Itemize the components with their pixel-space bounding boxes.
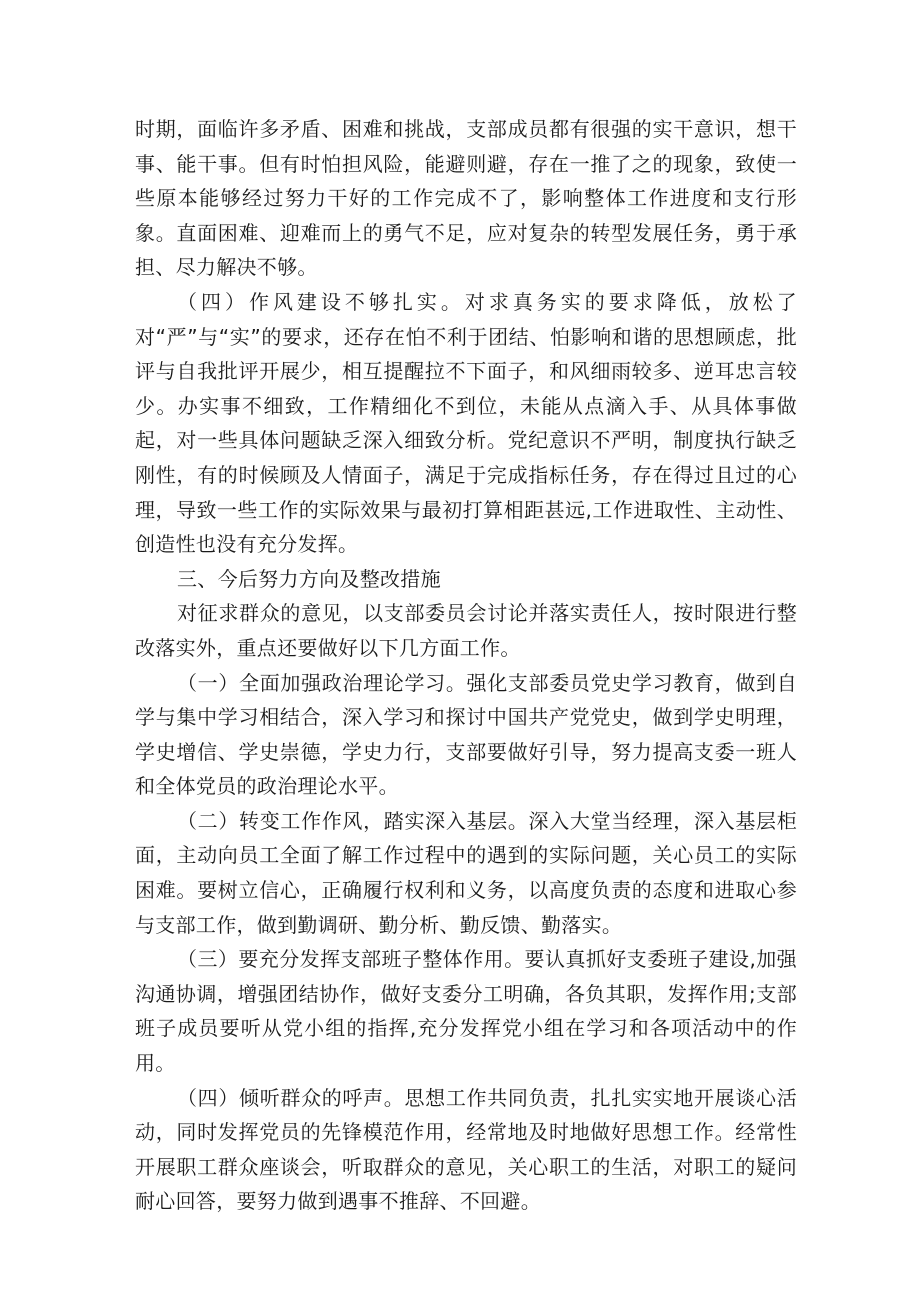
section-heading-rectification: 三、今后努力方向及整改措施 — [177, 566, 441, 591]
paragraph-measure-2: （二）转变工作作风，踏实深入基层。深入大堂当经理，深入基层柜面，主动向员工全面了解工作过程中的遇到的实际问题，关心员工的实际困难。要树立信心，正确履行权利和义务，以高度负责的态度和进取心参与支部工作，做到勤调研、勤分析、勤反馈、勤落实。 — [135, 808, 797, 937]
paragraph-measure-1: （一）全面加强政治理论学习。强化支部委员党史学习教育，做到自学与集中学习相结合，深入学习和探讨中国共产党党史，做到学史明理，学史增信、学史崇德，学史力行，支部要做好引导，努力提高支委一班人和全体党员的政治理论水平。 — [135, 670, 797, 799]
paragraph-work-style: （四）作风建设不够扎实。对求真务实的要求降低，放松了对“严”与“实”的要求，还存在怕不利于团结、怕影响和谐的思想顾虑，批评与自我批评开展少，相互提醒拉不下面子，和风细雨较多、逆耳忠言较少。办实事不细致，工作精细化不到位，未能从点滴入手、从具体事做起，对一些具体问题缺乏深入细致分析。党纪意识不严明，制度执行缺乏刚性，有的时候顾及人情面子，满足于完成指标任务，存在得过且过的心理，导致一些工作的实际效果与最初打算相距甚远,工作进取性、主动性、创造性也没有充分发挥。 — [135, 289, 797, 557]
paragraph-intro: 对征求群众的意见，以支部委员会讨论并落实责任人，按时限进行整改落实外，重点还要做好以下几方面工作。 — [135, 601, 797, 660]
paragraph-measure-4: （四）倾听群众的呼声。思想工作共同负责，扎扎实实地开展谈心活动，同时发挥党员的先锋模范作用，经常地及时地做好思想工作。经常性开展职工群众座谈会，听取群众的意见，关心职工的生活，对职工的疑问耐心回答，要努力做到遇事不推辞、不回避。 — [135, 1085, 797, 1214]
document-body — [135, 112, 797, 1219]
paragraph-continuation: 时期，面临许多矛盾、困难和挑战，支部成员都有很强的实干意识，想干事、能干事。但有时怕担风险，能避则避，存在一推了之的现象，致使一些原本能够经过努力干好的工作完成不了，影响整体工作进度和支行形象。直面困难、迎难而上的勇气不足，应对复杂的转型发展任务，勇于承担、尽力解决不够。 — [135, 117, 797, 280]
paragraph-measure-3: （三）要充分发挥支部班子整体作用。要认真抓好支委班子建设,加强沟通协调，增强团结协作，做好支委分工明确，各负其职，发挥作用;支部班子成员要听从党小组的指挥,充分发挥党小组在学习和各项活动中的作用。 — [135, 947, 797, 1076]
